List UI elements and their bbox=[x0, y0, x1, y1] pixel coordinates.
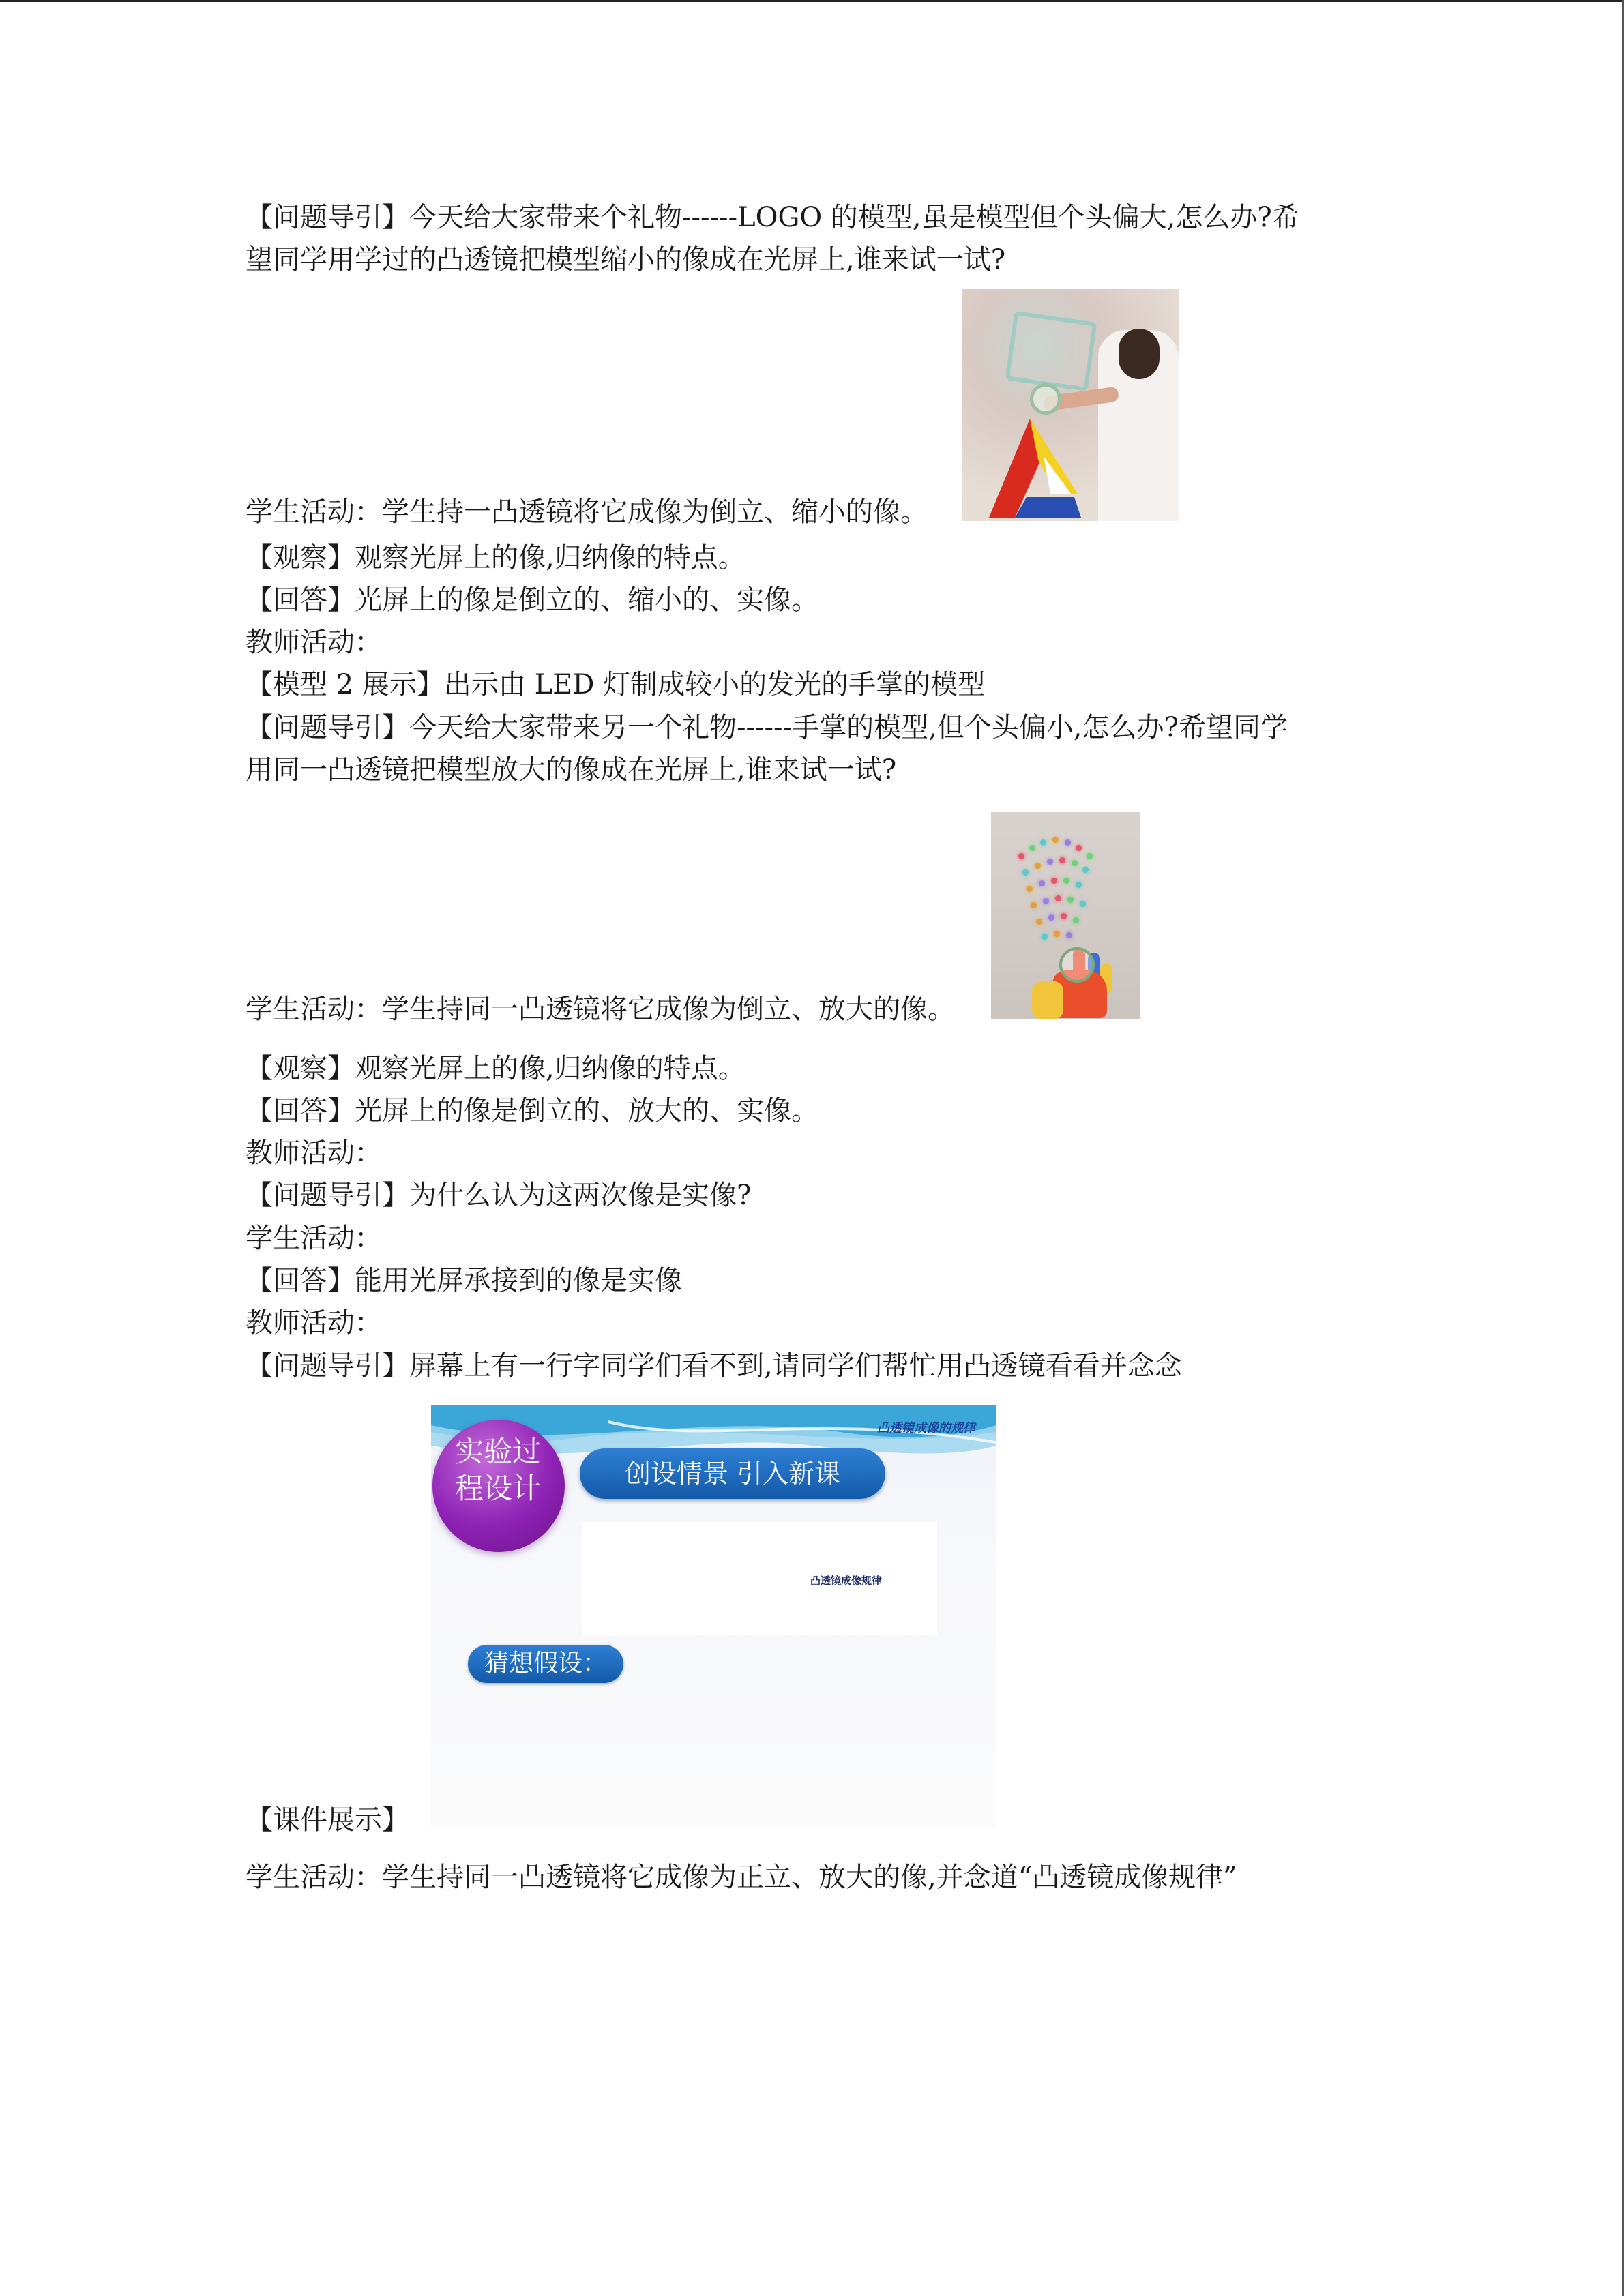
page-top-border bbox=[0, 0, 1624, 2]
led-dot bbox=[1059, 857, 1065, 863]
courseware-slide bbox=[431, 1405, 996, 1828]
glowing-hand-photo bbox=[991, 812, 1140, 1019]
text-line: 教师活动： bbox=[246, 1137, 382, 1169]
led-dot bbox=[1072, 860, 1078, 866]
student-logo-photo bbox=[962, 289, 1179, 521]
led-dot bbox=[1054, 931, 1060, 937]
led-dot bbox=[1027, 886, 1033, 892]
led-dot bbox=[1035, 863, 1041, 869]
text-line: 学生活动：学生持同一凸透镜将它成像为倒立、放大的像。 bbox=[246, 994, 955, 1025]
text-line: 学生活动：学生持一凸透镜将它成像为倒立、缩小的像。 bbox=[246, 496, 928, 528]
text-line: 【观察】观察光屏上的像,归纳像的特点。 bbox=[246, 542, 745, 573]
led-dot bbox=[1073, 917, 1079, 923]
slide-hidden-text: 凸透镜成像规律 bbox=[810, 1575, 883, 1587]
led-dot bbox=[1051, 878, 1057, 884]
led-dot bbox=[1018, 853, 1024, 859]
led-dot bbox=[1022, 869, 1029, 876]
led-dot bbox=[1087, 853, 1093, 859]
slide-corner-title: 凸透镜成像的规律 bbox=[877, 1421, 975, 1435]
led-dot bbox=[1031, 902, 1037, 908]
convex-lens bbox=[1059, 947, 1095, 983]
slide-text-box bbox=[582, 1522, 937, 1635]
led-dot bbox=[1063, 878, 1069, 884]
led-dot bbox=[1061, 913, 1067, 919]
led-dot bbox=[1052, 837, 1059, 843]
led-dot bbox=[1076, 845, 1082, 851]
hypothesis-button: 猜想假设： bbox=[468, 1645, 623, 1683]
glove bbox=[1032, 981, 1063, 1019]
text-line: 教师活动： bbox=[246, 1307, 382, 1339]
led-dot bbox=[1067, 897, 1074, 903]
led-dot bbox=[1036, 919, 1042, 925]
led-dot bbox=[1076, 882, 1082, 888]
text-line: 【问题导引】今天给大家带来个礼物------LOGO 的模型,虽是模型但个头偏大,怎么办?希 bbox=[246, 202, 1299, 233]
text-line: 【回答】光屏上的像是倒立的、放大的、实像。 bbox=[246, 1095, 818, 1127]
text-line: 望同学用学过的凸透镜把模型缩小的像成在光屏上,谁来试一试? bbox=[246, 244, 1006, 275]
text-line: 教师活动： bbox=[246, 627, 382, 658]
text-line: 学生活动：学生持同一凸透镜将它成像为正立、放大的像,并念道“凸透镜成像规律” bbox=[246, 1862, 1237, 1893]
text-line: 【回答】光屏上的像是倒立的、缩小的、实像。 bbox=[246, 584, 818, 616]
text-line: 用同一凸透镜把模型放大的像成在光屏上,谁来试一试? bbox=[246, 754, 897, 786]
led-dot bbox=[1082, 867, 1089, 873]
text-line: 【回答】能用光屏承接到的像是实像 bbox=[246, 1265, 682, 1296]
triangle-logo-icon bbox=[962, 289, 1179, 521]
text-line: 【问题导引】为什么认为这两次像是实像? bbox=[246, 1180, 752, 1211]
led-dot bbox=[1047, 859, 1053, 865]
text-line: 学生活动： bbox=[246, 1223, 382, 1254]
led-dot bbox=[1029, 845, 1035, 851]
led-dot bbox=[1039, 880, 1045, 886]
led-dot bbox=[1055, 895, 1061, 901]
led-dot bbox=[1042, 934, 1048, 940]
text-line: 【问题导引】今天给大家带来另一个礼物------手掌的模型,但个头偏小,怎么办?希望同学 bbox=[246, 712, 1288, 743]
led-dot bbox=[1040, 839, 1046, 846]
text-line: 【问题导引】屏幕上有一行字同学们看不到,请同学们帮忙用凸透镜看看并念念 bbox=[246, 1350, 1182, 1382]
led-dot bbox=[1065, 839, 1071, 846]
text-line: 【模型 2 展示】出示由 LED 灯制成较小的发光的手掌的模型 bbox=[246, 669, 986, 700]
led-dot bbox=[1066, 932, 1072, 938]
led-dot bbox=[1080, 901, 1086, 907]
led-dot bbox=[1048, 914, 1054, 921]
badge-line: 实验过 bbox=[454, 1435, 541, 1468]
badge-line: 程设计 bbox=[454, 1472, 541, 1505]
text-line: 【课件展示】 bbox=[246, 1804, 409, 1836]
slide-section-badge-text bbox=[443, 1433, 552, 1507]
led-dot bbox=[1043, 898, 1049, 904]
text-line: 【观察】观察光屏上的像,归纳像的特点。 bbox=[246, 1053, 745, 1084]
intro-button: 创设情景 引入新课 bbox=[580, 1448, 885, 1499]
